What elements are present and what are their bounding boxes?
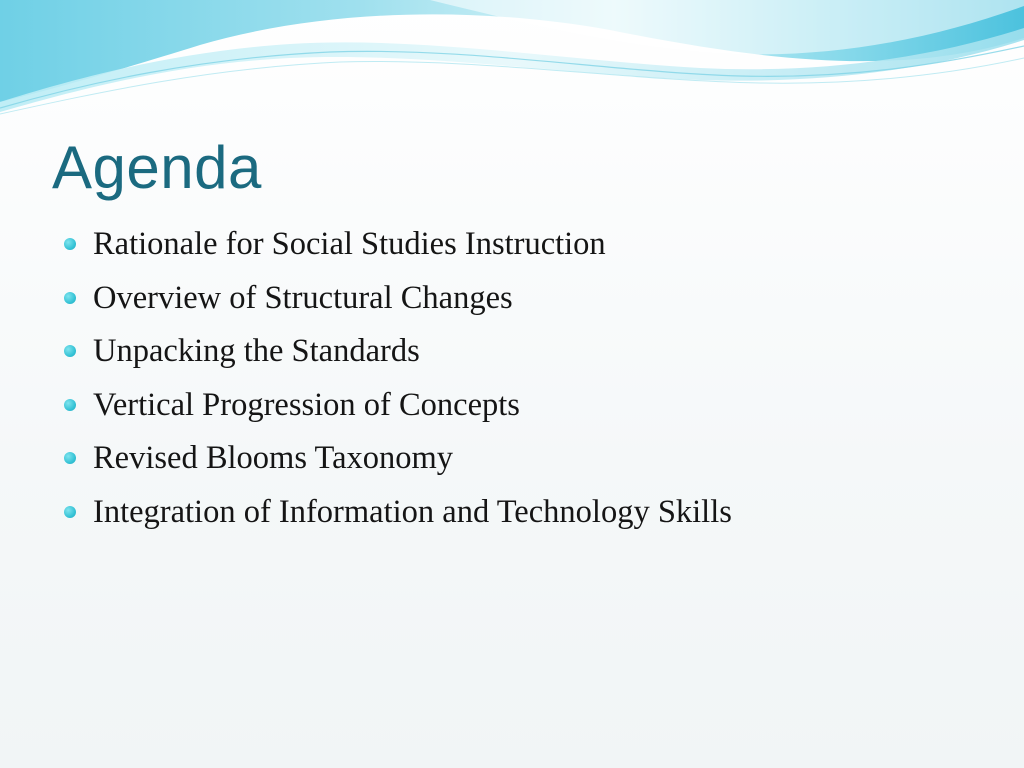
list-item-text: Overview of Structural Changes xyxy=(93,279,513,316)
bullet-dot-icon xyxy=(64,292,76,304)
list-item-text: Vertical Progression of Concepts xyxy=(93,386,520,423)
list-item xyxy=(62,218,982,272)
wave-header-decoration xyxy=(0,0,1024,130)
list-item-text: Revised Blooms Taxonomy xyxy=(93,440,454,477)
list-item-text: Unpacking the Standards xyxy=(93,333,420,370)
bullet-dot-icon xyxy=(64,506,76,518)
list-item xyxy=(62,379,982,433)
bullet-dot-icon xyxy=(64,399,76,411)
list-item-text: Rationale for Social Studies Instruction xyxy=(93,226,606,262)
list-item-text: Integration of Information and Technology Skills xyxy=(93,493,732,530)
bullet-dot-icon xyxy=(64,238,76,250)
list-item xyxy=(62,486,982,540)
list-item xyxy=(62,325,982,379)
list-item xyxy=(62,432,982,486)
agenda-list xyxy=(62,218,982,540)
bullet-dot-icon xyxy=(64,345,76,357)
list-item xyxy=(62,272,982,326)
bullet-dot-icon xyxy=(64,452,76,464)
slide-title: Agenda xyxy=(52,134,262,201)
